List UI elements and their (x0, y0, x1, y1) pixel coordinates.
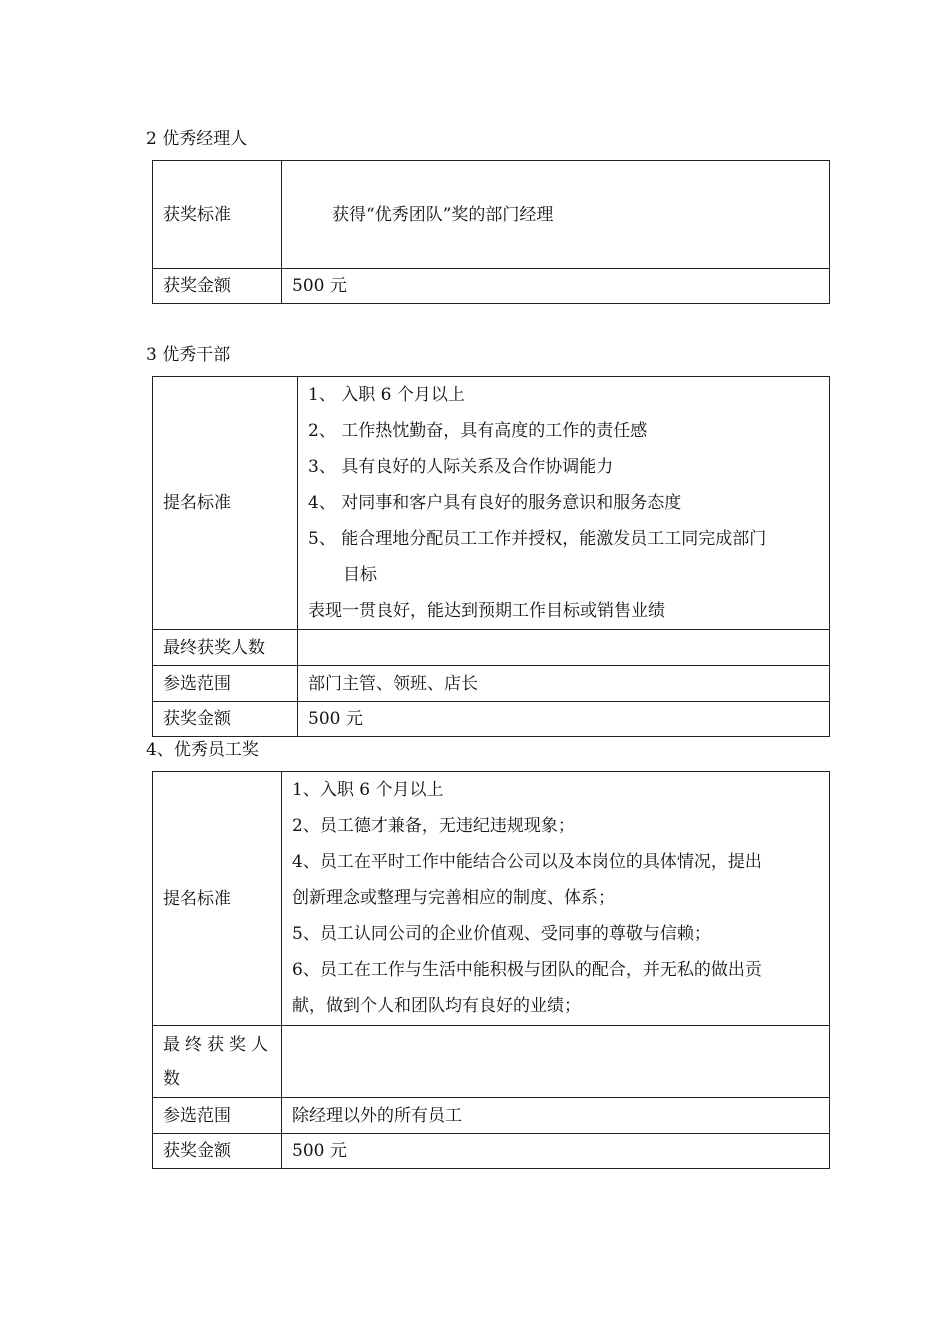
criteria-item: 5、员工认同公司的企业价值观、受同事的尊敬与信赖； (292, 924, 711, 944)
table-row (153, 269, 830, 304)
eligible-scope-value: 部门主管、领班、店长 (298, 666, 830, 702)
criteria-item: 2、员工德才兼备，无违纪违规现象； (292, 816, 575, 836)
table-row (153, 377, 830, 630)
criteria-item-continued: 献，做到个人和团队均有良好的业绩； (292, 996, 581, 1016)
table-row (153, 1134, 830, 1169)
criteria-item: 6、员工在工作与生活中能积极与团队的配合，并无私的做出贡 (292, 960, 762, 980)
award-criteria-label: 获奖标准 (153, 161, 282, 269)
criteria-item: 4、员工在平时工作中能结合公司以及本岗位的具体情况，提出 (292, 852, 762, 872)
final-winners-label-line1: 最终获奖人 (163, 1035, 273, 1055)
award-amount-label: 获奖金额 (153, 269, 282, 304)
award-amount-value: 500 元 (282, 269, 830, 304)
criteria-item: 2、 工作热忱勤奋，具有高度的工作的责任感 (308, 421, 648, 441)
excellent-employee-table (152, 771, 830, 1169)
eligible-scope-value: 除经理以外的所有员工 (282, 1098, 830, 1134)
award-amount-label: 获奖金额 (153, 1134, 282, 1169)
nomination-criteria-list (282, 772, 830, 1026)
final-winners-value (298, 630, 830, 666)
criteria-item-continued: 目标 (343, 565, 377, 585)
eligible-scope-label: 参选范围 (153, 666, 298, 702)
award-amount-value: 500 元 (282, 1134, 830, 1169)
award-amount-label: 获奖金额 (153, 702, 298, 737)
table-row (153, 666, 830, 702)
nomination-criteria-label: 提名标准 (153, 377, 298, 630)
table-row (153, 702, 830, 737)
section-heading-excellent-cadre: 3 优秀干部 (146, 345, 231, 365)
section-heading-excellent-manager: 2 优秀经理人 (146, 129, 248, 149)
table-row (153, 772, 830, 1026)
award-criteria-value: 获得“优秀团队”奖的部门经理 (282, 161, 830, 269)
criteria-item: 3、 具有良好的人际关系及合作协调能力 (308, 457, 614, 477)
final-winners-value (282, 1026, 830, 1098)
nomination-criteria-label: 提名标准 (153, 772, 282, 1026)
excellent-cadre-table (152, 376, 830, 737)
criteria-item: 表现一贯良好，能达到预期工作目标或销售业绩 (308, 601, 665, 621)
table-row (153, 1026, 830, 1098)
table-row (153, 161, 830, 269)
criteria-item: 5、 能合理地分配员工工作并授权，能激发员工工同完成部门 (308, 529, 767, 549)
final-winners-label-line2: 数 (163, 1069, 180, 1089)
criteria-item: 4、 对同事和客户具有良好的服务意识和服务态度 (308, 493, 682, 513)
criteria-item: 1、入职 6 个月以上 (292, 780, 444, 800)
criteria-item: 1、 入职 6 个月以上 (308, 385, 465, 405)
final-winners-label (153, 1026, 282, 1098)
award-amount-value: 500 元 (298, 702, 830, 737)
table-row (153, 630, 830, 666)
excellent-manager-table (152, 160, 830, 304)
criteria-item-continued: 创新理念或整理与完善相应的制度、体系； (292, 888, 615, 908)
section-heading-excellent-employee: 4、优秀员工奖 (146, 740, 259, 760)
nomination-criteria-list (298, 377, 830, 630)
eligible-scope-label: 参选范围 (153, 1098, 282, 1134)
final-winners-label: 最终获奖人数 (153, 630, 298, 666)
table-row (153, 1098, 830, 1134)
